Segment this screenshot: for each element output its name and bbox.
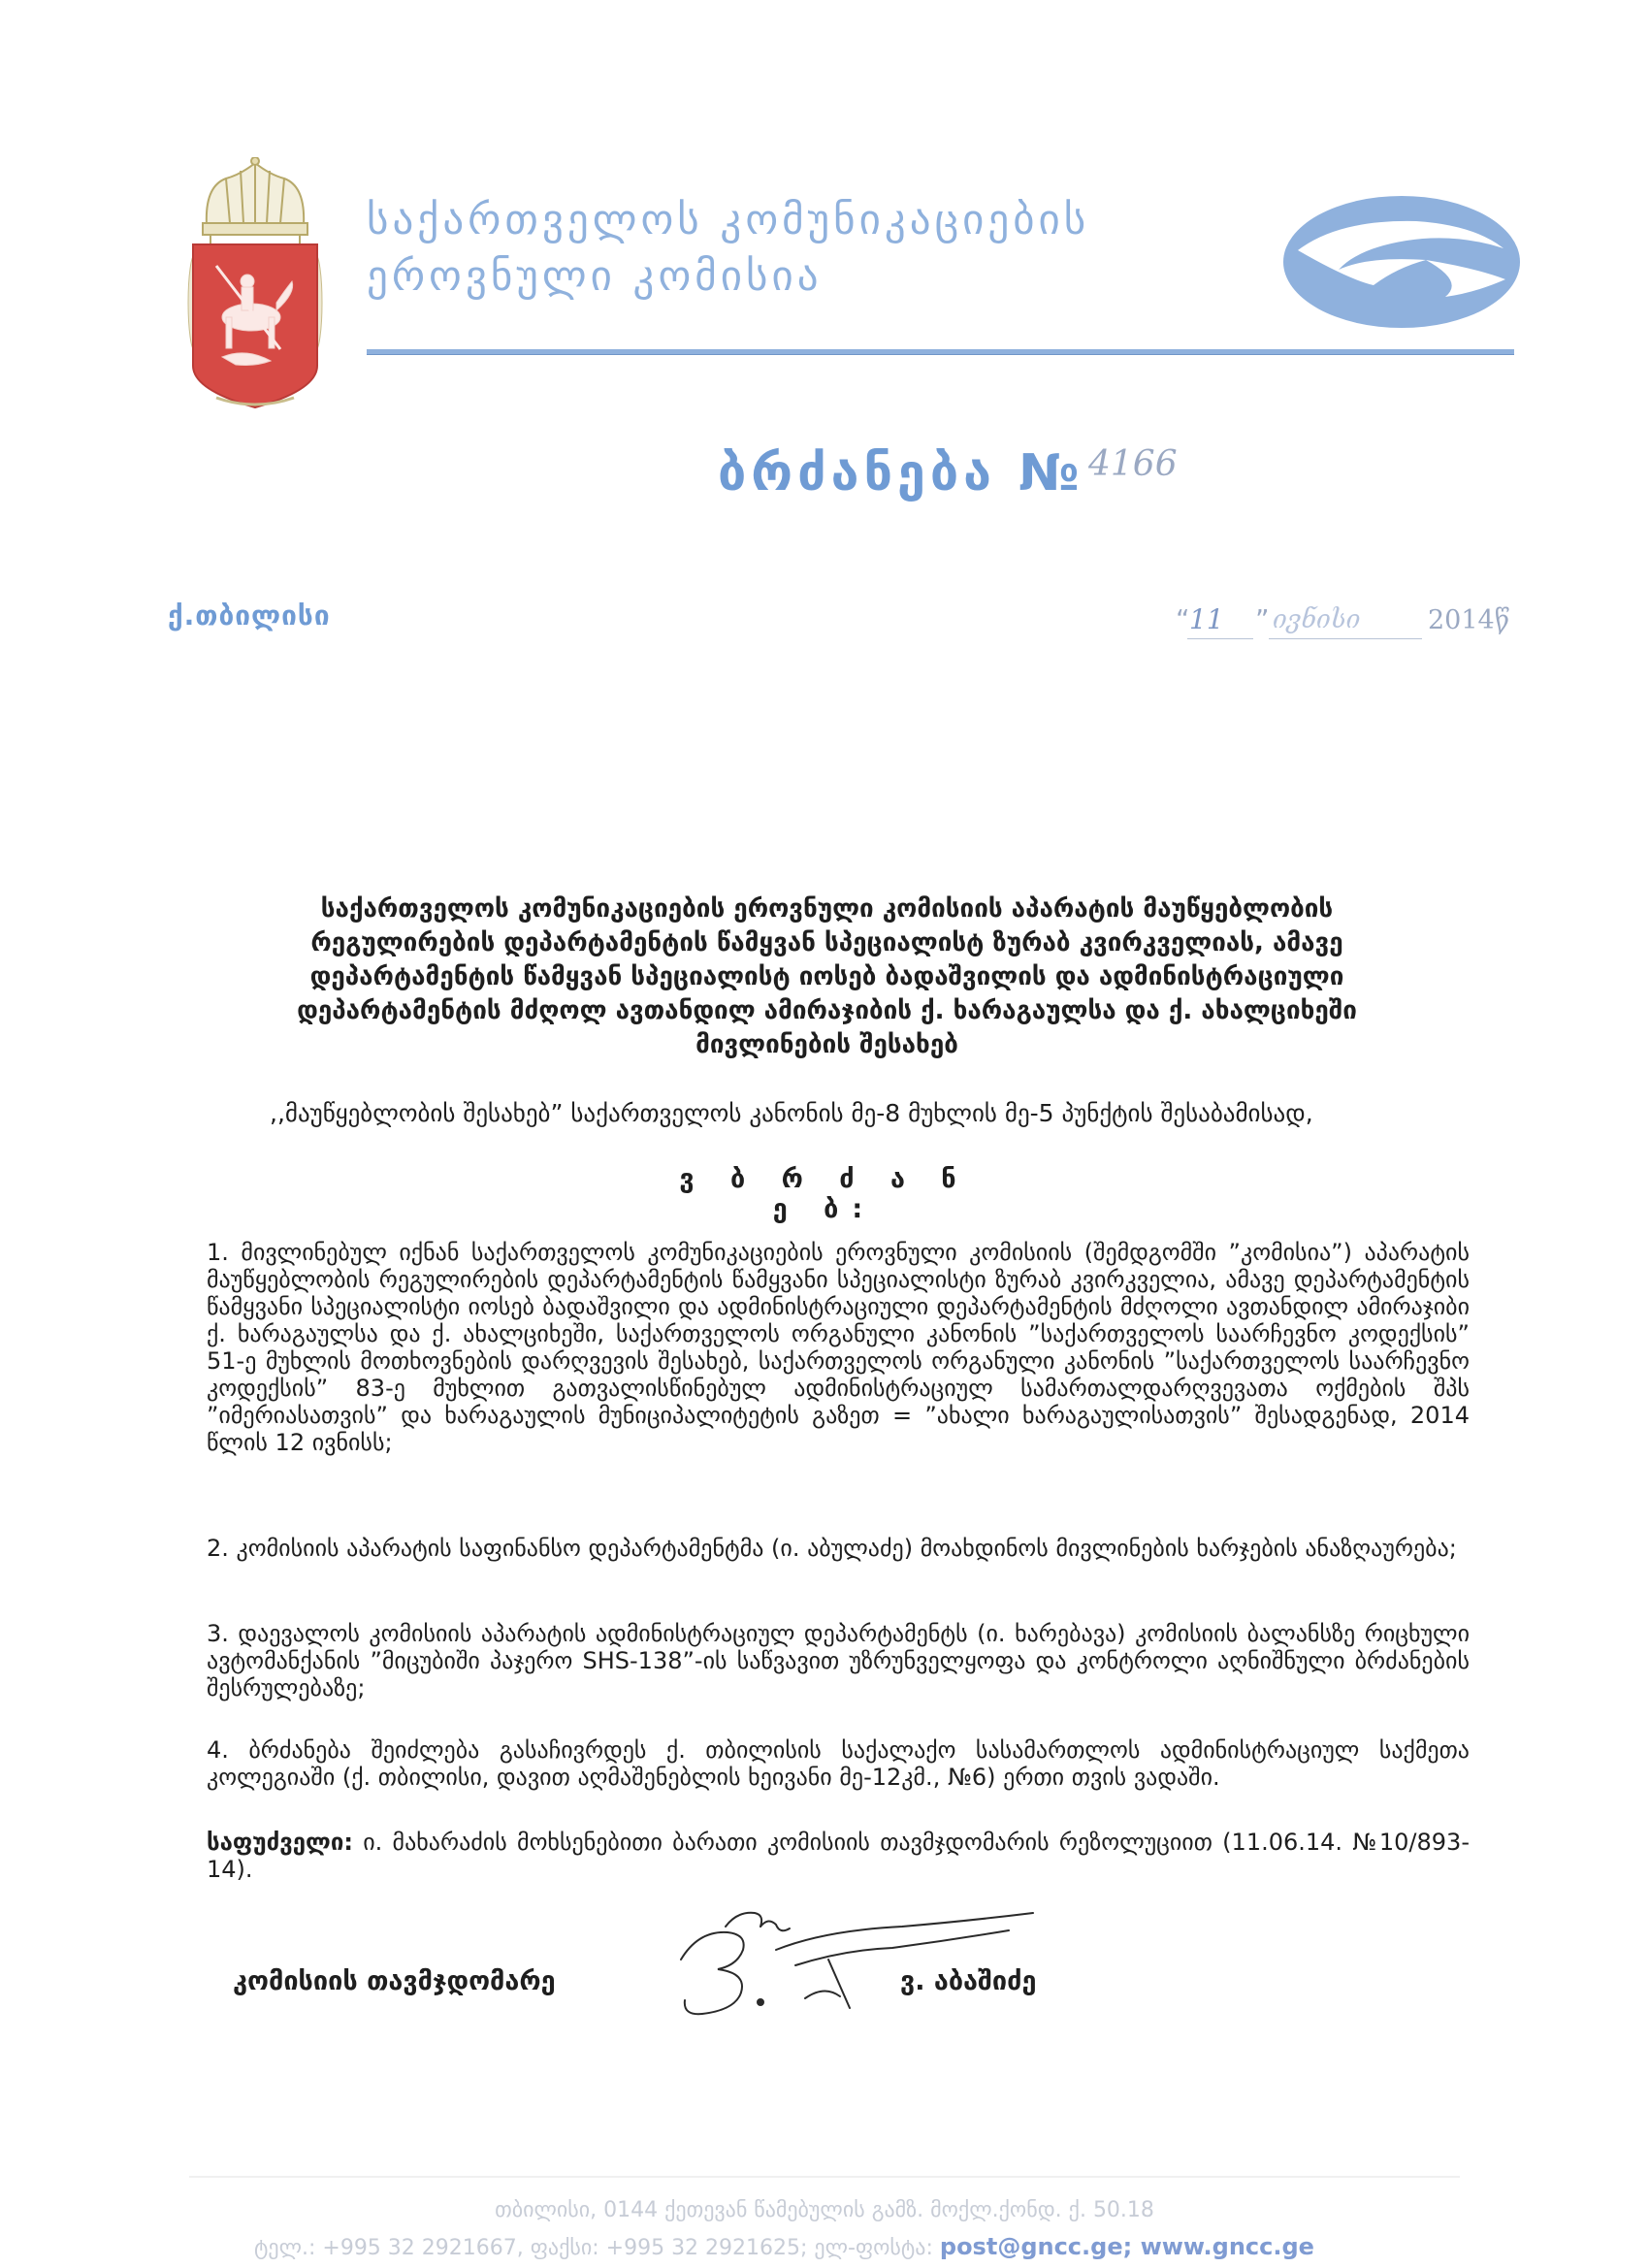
city-label: ქ.თბილისი: [168, 599, 331, 632]
gncc-logo: [1280, 192, 1523, 333]
basis-text: ი. მახარაძის მოხსენებითი ბარათი კომისიის თავმჯდომარის რეზოლუციით (11.06.14. №10/893-14).: [207, 1829, 1470, 1883]
order-subject: [218, 892, 1436, 1062]
order-number: 4166: [1088, 444, 1178, 484]
basis-note: [207, 1829, 1470, 1883]
date-quote-open: “: [1176, 603, 1190, 635]
website-link[interactable]: www.gncc.ge: [1140, 2233, 1314, 2260]
organization-name-line1: საქართველოს კომუნიკაციების: [367, 196, 1090, 244]
subject-line: რეგულირების დეპარტამენტის წამყვან სპეციალისტ ზურაბ კვირკველიას, ამავე: [310, 928, 1343, 957]
date-day: 11: [1189, 603, 1224, 635]
email-link[interactable]: post@gncc.ge: [939, 2233, 1123, 2260]
basis-label: საფუძველი:: [207, 1829, 353, 1856]
date-month: ივნისი: [1273, 605, 1361, 634]
order-paragraph-2: 2. კომისიის აპარატის საფინანსო დეპარტამენტმა (ი. აბულაძე) მოახდინოს მივლინების ხარჯების ანაზღაურება;: [207, 1535, 1457, 1562]
footer-separator: ;: [1122, 2233, 1141, 2260]
order-paragraph-1: 1. მივლინებულ იქნან საქართველოს კომუნიკაციების ეროვნული კომისიის (შემდგომში ”კომისია”) აპარატის მაუწყებლობის რეგულირების დეპარტამენტის წამყვანი სპეციალისტი ზურაბ კვირკველია, ამავე დეპარტამენტის წამყვანი სპეციალისტი იოსებ ბადაშვილი და ადმინისტრაციული დეპარტამენტის მძღოლი ავთანდილ ამირაჯიბი ქ. ხარაგაულსა და ქ. ახალციხეში, საქართველოს ორგანული კანონის ”საქართველოს საარჩევნო კოდექსის” 51-ე მუხლის მოთხოვნების დარღვევის შესახებ, საქართველოს ორგანული კანონის ”საქართველოს საარჩევნო კოდექსის” 83-ე მუხლით გათვალისწინებულ ადმინისტრაციულ სამართალდარღვევათა ოქმების შპს ”იმერიასათვის” და ხარაგაულის მუნიციპალიტეტის გაზეთ = ”ახალი ხარაგაულისათვის” შესადგენად, 2014 წლის 12 ივნისს;: [207, 1239, 1470, 1456]
footer-address: თბილისი, 0144 ქეთევან წამებულის გამზ. მოქლ.ქონდ. ქ. 50.18: [495, 2198, 1154, 2222]
footer-phone-fax: ტელ.: +995 32 2921667, ფაქსი: +995 32 2921625; ელ-ფოსტა:: [254, 2236, 940, 2260]
orders-heading: ვ ბ რ ძ ა ნ ე ბ:: [679, 1164, 970, 1224]
date-year: 2014წ: [1428, 605, 1510, 635]
order-title: ბრძანება №: [718, 444, 1084, 502]
signer-name: ვ. აბაშიძე: [900, 1966, 1037, 1996]
coat-of-arms-emblem: [187, 157, 323, 411]
organization-name-line2: ეროვნული კომისია: [367, 252, 823, 301]
signer-title: კომისიის თავმჯდომარე: [233, 1966, 556, 1996]
date-month-underline: [1269, 638, 1422, 639]
date-day-underline: [1187, 638, 1253, 639]
date-line: [1174, 603, 1513, 646]
subject-line: მივლინების შესახებ: [695, 1030, 958, 1059]
header-divider: [367, 349, 1514, 355]
date-quote-close: ”: [1255, 603, 1270, 635]
subject-line: დეპარტამენტის წამყვან სპეციალისტ იოსებ ბადაშვილის და ადმინისტრაციული: [309, 962, 1344, 991]
legal-basis-preamble: ,,მაუწყებლობის შესახებ” საქართველოს კანონის მე-8 მუხლის მე-5 პუნქტის შესაბამისად,: [270, 1099, 1313, 1127]
subject-line: დეპარტამენტის მძღოლ ავთანდილ ამირაჯიბის ქ. ხარაგაულსა და ქ. ახალციხეში: [297, 996, 1357, 1025]
footer-contacts: [254, 2233, 1314, 2260]
subject-line: საქართველოს კომუნიკაციების ეროვნული კომისიის აპარატის მაუწყებლობის: [320, 894, 1334, 923]
footer-divider: [189, 2176, 1460, 2178]
order-paragraph-4: 4. ბრძანება შეიძლება გასაჩივრდეს ქ. თბილისის საქალაქო სასამართლოს ადმინისტრაციულ საქმეთა კოლეგიაში (ქ. თბილისი, დავით აღმაშენებლის ხეივანი მე-12კმ., №6) ერთი თვის ვადაში.: [207, 1736, 1470, 1791]
order-paragraph-3: 3. დაევალოს კომისიის აპარატის ადმინისტრაციულ დეპარტამენტს (ი. ხარებავა) კომისიის ბალანსზე რიცხული ავტომანქანის ”მიცუბიში პაჯერო SHS-138”-ის საწვავით უზრუნველყოფა და კონტროლი აღნიშნული ბრძანების შესრულებაზე;: [207, 1620, 1470, 1701]
organization-name: [367, 192, 1240, 305]
